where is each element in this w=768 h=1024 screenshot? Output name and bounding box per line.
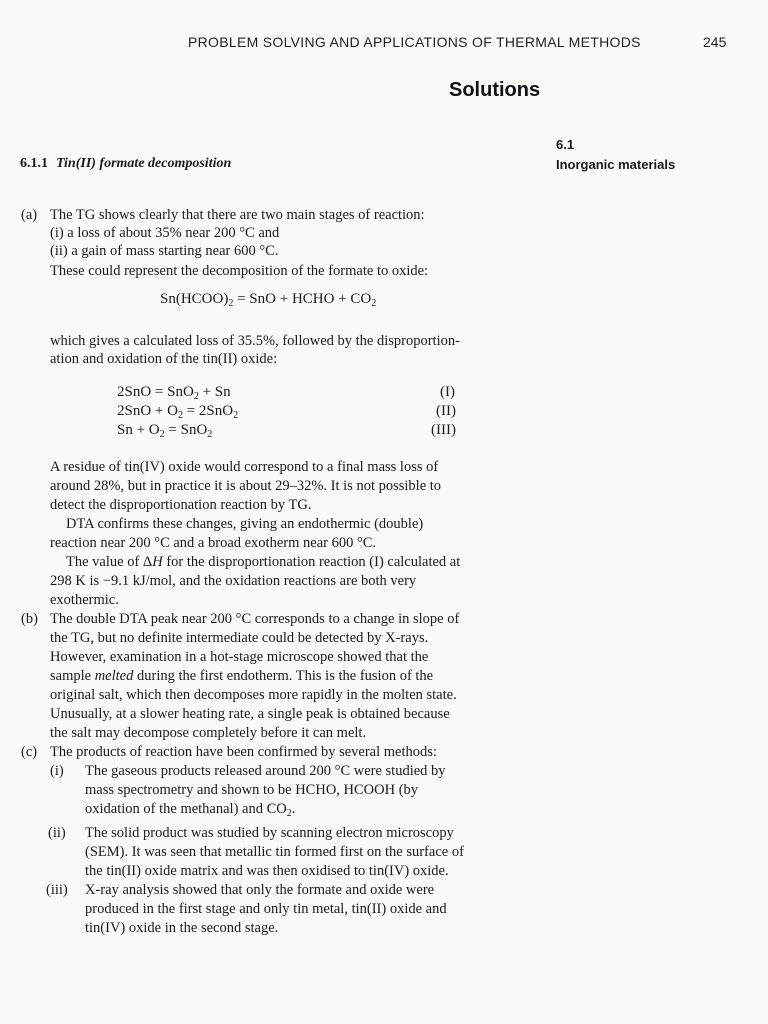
- para-c-item-line: tin(IV) oxide in the second stage.: [85, 920, 279, 936]
- para-c-item-line: The solid product was studied by scanning electron microscopy: [85, 825, 454, 841]
- para-b-line: Unusually, at a slower heating rate, a single peak is obtained because: [50, 706, 450, 722]
- reaction-1: 2SnO = SnO$_2$ + Sn: [117, 384, 231, 402]
- reaction-3-tag: (III): [431, 422, 456, 438]
- sidebar-section-number: 6.1: [556, 137, 575, 152]
- para-a-item-i: (i) a loss of about 35% near 200 °C and: [50, 225, 280, 241]
- para-a-line: A residue of tin(IV) oxide would correspond to a final mass loss of: [50, 459, 439, 475]
- reaction-2: $2SnO + O_2 = 2SnO_2$: [117, 403, 239, 421]
- para-c-item-line: the tin(II) oxide matrix and was then oxidised to tin(IV) oxide.: [85, 863, 449, 879]
- para-c-item-line: X-ray analysis showed that only the formate and oxide were: [85, 882, 435, 898]
- para-b-line: The double DTA peak near 200 °C corresponds to a change in slope of: [50, 611, 460, 627]
- para-a-item-ii: (ii) a gain of mass starting near 600 °C.: [50, 243, 279, 259]
- para-b-line: original salt, which then decomposes more rapidly in the molten state.: [50, 687, 457, 703]
- para-b-line: However, examination in a hot-stage microscope showed that the: [50, 649, 429, 665]
- para-a-line: The value of ΔH for the disproportionation reaction (I) calculated at: [66, 554, 461, 570]
- para-b-line: sample melted during the first endotherm. This is the fusion of the: [50, 668, 434, 684]
- para-a-line: around 28%, but in practice it is about 29–32%. It is not possible to: [50, 478, 442, 494]
- reaction-2-tag: (II): [436, 403, 456, 419]
- para-c-item-line: The gaseous products released around 200 °C were studied by: [85, 763, 446, 779]
- para-a-line: ation and oxidation of the tin(II) oxide:: [50, 351, 278, 367]
- subsection-heading: [20, 156, 231, 172]
- para-c-label: (c): [21, 744, 38, 760]
- para-c-item-label: (i): [50, 763, 64, 779]
- para-c-item-line: (SEM). It was seen that metallic tin formed first on the surface of: [85, 844, 464, 860]
- para-a-line: The TG shows clearly that there are two main stages of reaction:: [50, 207, 425, 223]
- para-a-line: 298 K is −9.1 kJ/mol, and the oxidation reactions are both very: [50, 573, 417, 589]
- subsection-title: Tin(II) formate decomposition: [56, 156, 232, 171]
- para-b-label: (b): [21, 611, 38, 627]
- para-a-line: exothermic.: [50, 592, 119, 608]
- para-a-line: DTA confirms these changes, giving an endothermic (double): [66, 516, 424, 532]
- page-number: 245: [703, 34, 727, 50]
- para-c-item-line: mass spectrometry and shown to be HCHO, HCOOH (by: [85, 782, 419, 798]
- reaction-3: $Sn + O_2 = SnO_2$: [117, 422, 213, 440]
- para-b-line: the TG, but no definite intermediate could be detected by X-rays.: [50, 630, 429, 646]
- page-title: Solutions: [449, 79, 541, 101]
- para-c-item-label: (ii): [48, 825, 66, 841]
- subsection-number: 6.1.1: [20, 156, 48, 171]
- sidebar-section-title: Inorganic materials: [556, 157, 676, 172]
- para-a-line: which gives a calculated loss of 35.5%, followed by the disproportion-: [50, 333, 460, 349]
- equation-main: $Sn(HCOO)_2$ = SnO + HCHO + $CO_2$: [160, 291, 377, 309]
- para-c-line: The products of reaction have been confirmed by several methods:: [50, 744, 437, 760]
- para-c-item-line: oxidation of the methanal) and $CO_2$.: [85, 801, 296, 819]
- para-a-line: reaction near 200 °C and a broad exotherm near 600 °C.: [50, 535, 377, 551]
- para-a-line: These could represent the decomposition of the formate to oxide:: [50, 263, 429, 279]
- running-header: PROBLEM SOLVING AND APPLICATIONS OF THERMAL METHODS: [188, 34, 641, 50]
- reaction-1-tag: (I): [440, 384, 455, 400]
- para-b-line: the salt may decompose completely before it can melt.: [50, 725, 367, 741]
- para-a-label: (a): [21, 207, 38, 223]
- para-c-item-line: produced in the first stage and only tin metal, tin(II) oxide and: [85, 901, 447, 917]
- para-c-item-label: (iii): [46, 882, 68, 898]
- para-a-line: detect the disproportionation reaction by TG.: [50, 497, 312, 513]
